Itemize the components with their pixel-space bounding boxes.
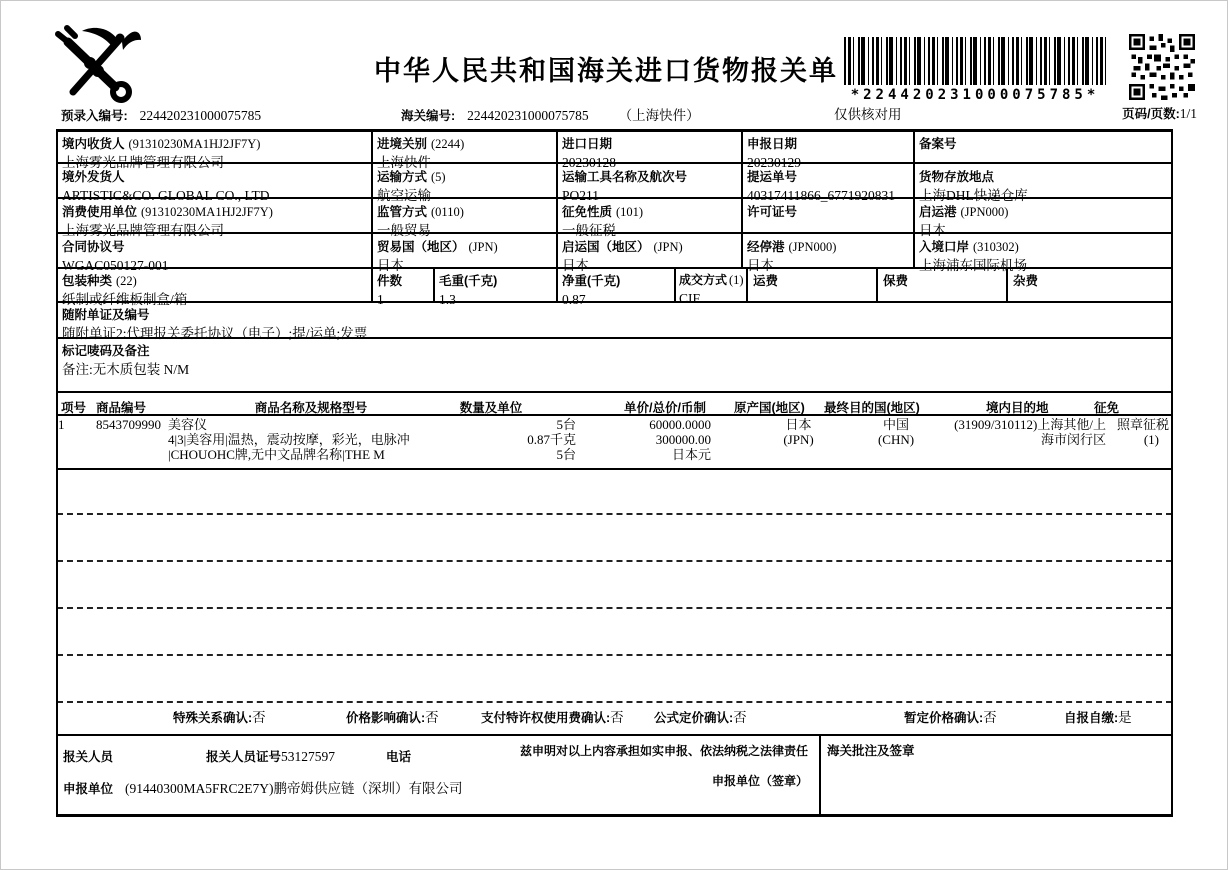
field-contract-no (62, 237, 169, 274)
field-contract-no-label: 合同协议号 (62, 240, 125, 254)
field-consignee-value: 上海雾光品牌管理有限公司 (62, 155, 224, 170)
goods-header-levy: 征免 (1094, 401, 1120, 415)
field-supervision-mode (377, 202, 464, 239)
field-entry-customs-code: (2244) (431, 137, 465, 151)
field-supervision-mode-code: (0110) (431, 205, 464, 219)
field-transport-mode (377, 167, 446, 204)
field-storage-place (919, 167, 1028, 204)
goods-header-qty: 数量及单位 (459, 401, 523, 415)
goods-header-domestic-dest: 境内目的地 (986, 401, 1049, 415)
confirm-price-influence-value: 否 (425, 710, 439, 725)
field-transaction-mode-label: 成交方式 (679, 273, 728, 287)
field-bill-no-label: 提运单号 (747, 170, 798, 184)
field-trade-country (377, 237, 498, 274)
declarant-label: 报关人员 (63, 750, 114, 764)
field-record-no (919, 134, 957, 153)
confirm-formula-pricing-value: 否 (733, 710, 747, 725)
customs-note (827, 741, 915, 760)
field-net-weight-value: 0.87 (562, 292, 586, 307)
field-misc-fee (1013, 271, 1038, 290)
field-packing-type-code: (22) (116, 274, 137, 288)
pre-entry-number-label: 预录入编号: (61, 109, 128, 123)
dashed-line (57, 654, 1172, 656)
field-storage-place-value: 上海DHL快递仓库 (919, 188, 1028, 203)
signature-label: 申报单位（签章） (711, 774, 808, 788)
field-marks-value: 备注:无木质包装 N/M (62, 362, 190, 377)
field-gross-weight (439, 271, 497, 308)
china-customs-emblem-icon (53, 25, 141, 105)
pre-entry-number (61, 106, 261, 125)
field-transport-tool (562, 167, 687, 204)
field-departure-country-code: (JPN) (653, 240, 683, 254)
page-number-value: 1/1 (1179, 106, 1197, 121)
field-misc-fee-label: 杂费 (1013, 274, 1039, 288)
field-transaction-mode-code: (1) (729, 273, 744, 287)
declarant-cert-no: 53127597 (281, 749, 336, 764)
phone (386, 747, 411, 766)
goods-item-name-line1: 美容仪 (168, 417, 208, 432)
goods-item-qty (441, 417, 576, 462)
field-consignee (62, 134, 260, 171)
confirm-special-relation (173, 708, 266, 727)
field-pieces-label: 件数 (377, 274, 403, 288)
confirm-special-relation-label: 特殊关系确认: (173, 711, 253, 725)
goods-item-dest-line1: 中国 (882, 417, 909, 432)
divider-line (556, 129, 558, 303)
field-insurance (883, 271, 908, 290)
goods-item-domestic-dest (901, 417, 1106, 447)
divider-line (876, 267, 878, 303)
field-entry-port-value: 上海浦东国际机场 (919, 258, 1027, 273)
goods-header-origin: 原产国(地区) (734, 401, 805, 415)
field-net-weight (562, 271, 620, 308)
customs-number-label: 海关编号: (401, 109, 456, 123)
confirm-royalty-payment-label: 支付特许权使用费确认: (481, 711, 611, 725)
field-packing-type (62, 271, 187, 308)
field-departure-port-value: 日本 (919, 223, 946, 238)
field-gross-weight-label: 毛重(千克) (439, 274, 498, 288)
field-declare-date-value: 20230129 (747, 155, 801, 170)
dashed-line (57, 513, 1172, 515)
field-entry-port-code: (310302) (973, 240, 1019, 254)
field-departure-port-label: 启运港 (919, 205, 957, 219)
confirm-price-influence (346, 708, 439, 727)
goods-item-levy-line2: (1) (1143, 432, 1159, 447)
field-levy-nature-label: 征免性质 (562, 205, 613, 219)
field-documents-value: 随附单证2:代理报关委托协议（电子）;提/运单;发票 (62, 326, 368, 341)
divider-line (819, 734, 821, 816)
confirm-provisional-price-value: 否 (983, 710, 997, 725)
field-entry-customs-value: 上海快件 (377, 155, 431, 170)
goods-item-qty-line2: 0.87千克 (527, 432, 576, 447)
barcode-icon (844, 37, 1106, 85)
field-transit-port (747, 237, 836, 274)
goods-item-origin-line2: (JPN) (783, 432, 814, 447)
goods-item-dest-line2: (CHN) (877, 432, 915, 447)
field-levy-nature-value: 一般征税 (562, 223, 616, 238)
field-import-date-label: 进口日期 (562, 137, 613, 151)
confirm-self-declare-pay-label: 自报自缴: (1064, 711, 1119, 725)
divider-line (56, 734, 1173, 736)
confirm-provisional-price-label: 暂定价格确认: (904, 711, 984, 725)
dashed-line (57, 607, 1172, 609)
field-bill-no-value: 40317411866_6771920831 (747, 188, 895, 203)
field-freight-label: 运费 (753, 274, 779, 288)
field-transport-mode-value: 航空运输 (377, 188, 431, 203)
confirm-self-declare-pay-value: 是 (1118, 710, 1132, 725)
field-import-date-value: 20230128 (562, 155, 616, 170)
divider-line (56, 814, 1173, 817)
field-trade-country-code: (JPN) (468, 240, 498, 254)
goods-item-no: 1 (58, 417, 65, 432)
field-overseas-shipper-label: 境外发货人 (62, 170, 125, 184)
goods-item-name-line3: |CHOUOHC牌,无中文品牌名称|THE M (168, 447, 385, 462)
qr-code-icon (1129, 34, 1195, 100)
confirm-price-influence-label: 价格影响确认: (346, 711, 426, 725)
goods-item-qty-line3: 5台 (556, 447, 576, 462)
goods-item-price (591, 417, 711, 462)
pre-entry-number-value: 224420231000075785 (139, 108, 262, 123)
document-title: 中华人民共和国海关进口货物报关单 (374, 56, 838, 86)
divider-line (56, 391, 1173, 393)
dashed-line (57, 701, 1172, 703)
field-departure-country (562, 237, 683, 274)
barcode-text: *224420231000075785* (850, 87, 1100, 103)
confirm-royalty-payment-value: 否 (610, 710, 624, 725)
field-consumer-unit (62, 202, 273, 239)
field-net-weight-label: 净重(千克) (562, 274, 621, 288)
field-storage-place-label: 货物存放地点 (919, 170, 995, 184)
field-marks (62, 341, 189, 378)
field-trade-country-value: 日本 (377, 258, 404, 273)
page-number (1041, 104, 1197, 123)
goods-item-origin-line1: 日本 (785, 417, 812, 432)
field-record-no-label: 备案号 (919, 137, 957, 151)
goods-item-levy-line1: 照章征税 (1116, 417, 1169, 432)
field-departure-port (919, 202, 1008, 239)
field-packing-type-label: 包装种类 (62, 274, 113, 288)
declarant (63, 747, 113, 766)
divider-line (56, 468, 1173, 470)
field-declare-date-label: 申报日期 (747, 137, 798, 151)
frame-left (56, 129, 58, 817)
field-bill-no (747, 167, 895, 204)
field-entry-customs (377, 134, 464, 171)
goods-item-price-line3: 日本元 (671, 447, 711, 462)
field-consumer-unit-code: (91310230MA1HJ2JF7Y) (141, 205, 273, 219)
goods-header-code: 商品编号 (96, 401, 147, 415)
dashed-line (57, 560, 1172, 562)
divider-line (741, 129, 743, 269)
confirm-royalty-payment (481, 708, 624, 727)
divider-line (56, 129, 1173, 132)
goods-item-name-line2: 4|3|美容用|温热，震动按摩，彩光，电脉冲 (168, 432, 410, 447)
field-marks-label: 标记唛码及备注 (62, 344, 150, 358)
field-transaction-mode (679, 271, 744, 307)
goods-header-dest: 最终目的国(地区) (824, 401, 920, 415)
declare-unit (63, 779, 463, 798)
field-entry-customs-label: 进境关别 (377, 137, 428, 151)
page-number-label: 页码/页数: (1122, 107, 1180, 121)
goods-item-price-line2: 300000.00 (655, 432, 711, 447)
goods-item-price-line1: 60000.0000 (649, 417, 711, 432)
field-levy-nature-code: (101) (616, 205, 644, 219)
field-entry-port-label: 入境口岸 (919, 240, 970, 254)
confirm-self-declare-pay (1064, 708, 1132, 727)
phone-label: 电话 (386, 750, 412, 764)
field-gross-weight-value: 1.3 (439, 292, 456, 307)
field-insurance-label: 保费 (883, 274, 909, 288)
goods-item-origin (761, 417, 836, 447)
field-departure-country-label: 启运国（地区） (562, 240, 650, 254)
field-transit-port-value: 日本 (747, 258, 774, 273)
customs-number-value: 224420231000075785 (467, 108, 589, 123)
goods-item-code: 8543709990 (96, 417, 161, 432)
check-only-note: 仅供核对用 (834, 107, 902, 122)
declarant-cert-label: 报关人员证号 (206, 750, 282, 764)
goods-item-name (168, 417, 410, 462)
field-supervision-mode-value: 一般贸易 (377, 223, 431, 238)
field-transport-mode-code: (5) (431, 170, 446, 184)
goods-item-qty-line1: 5台 (556, 417, 576, 432)
goods-item-domestic-dest-line1: (31909/310112)上海其他/上 (954, 417, 1106, 432)
goods-header-price: 单价/总价/币制 (624, 401, 706, 415)
field-contract-no-value: WGAC050127-001 (62, 258, 169, 273)
confirm-special-relation-value: 否 (252, 710, 266, 725)
field-documents-label: 随附单证及编号 (62, 308, 150, 322)
field-documents (62, 305, 367, 342)
goods-header-no: 项号 (61, 401, 87, 415)
field-overseas-shipper (62, 167, 269, 204)
goods-item-levy (1086, 417, 1169, 447)
customs-number (401, 106, 700, 125)
field-transport-tool-value: PO211 (562, 188, 600, 203)
customs-note-label: 海关批注及签章 (827, 744, 915, 758)
goods-item-domestic-dest-line2: 海市闵行区 (1040, 432, 1106, 447)
field-license-no (747, 202, 797, 221)
divider-line (371, 129, 373, 303)
field-consumer-unit-value: 上海雾光品牌管理有限公司 (62, 223, 224, 238)
declare-unit-label: 申报单位 (63, 782, 114, 796)
field-transaction-mode-value: CIF (679, 291, 701, 306)
field-levy-nature (562, 202, 643, 239)
field-entry-port (919, 237, 1027, 274)
declaration-statement: 兹申明对以上内容承担如实申报、依法纳税之法律责任 (519, 744, 808, 758)
field-pieces-value: 1 (377, 292, 384, 307)
field-transit-port-code: (JPN000) (788, 240, 837, 254)
field-transport-mode-label: 运输方式 (377, 170, 428, 184)
declarant-cert (206, 747, 335, 766)
frame-right (1171, 129, 1173, 817)
field-freight (753, 271, 778, 290)
field-pieces (377, 271, 402, 308)
field-declare-date (747, 134, 801, 171)
field-departure-country-value: 日本 (562, 258, 589, 273)
field-supervision-mode-label: 监管方式 (377, 205, 428, 219)
field-transit-port-label: 经停港 (747, 240, 785, 254)
confirm-formula-pricing (654, 708, 747, 727)
confirm-formula-pricing-label: 公式定价确认: (654, 711, 734, 725)
declare-unit-value: (91440300MA5FRC2E7Y)鹏帝姆供应链（深圳）有限公司 (125, 781, 463, 796)
field-departure-port-code: (JPN000) (960, 205, 1009, 219)
field-consumer-unit-label: 消费使用单位 (62, 205, 138, 219)
field-license-no-label: 许可证号 (747, 205, 798, 219)
confirm-provisional-price (904, 708, 997, 727)
field-overseas-shipper-value: ARTISTIC&CO. GLOBAL CO., LTD (62, 188, 270, 203)
field-consignee-code: (91310230MA1HJ2JF7Y) (128, 137, 261, 151)
divider-line (913, 129, 915, 269)
field-consignee-label: 境内收货人 (62, 137, 125, 151)
field-trade-country-label: 贸易国（地区） (377, 240, 465, 254)
field-import-date (562, 134, 616, 171)
customs-type-note: （上海快件） (618, 108, 700, 123)
field-packing-type-value: 纸制或纤维板制盒/箱 (62, 292, 188, 307)
field-transport-tool-label: 运输工具名称及航次号 (562, 170, 688, 184)
goods-header-name: 商品名称及规格型号 (254, 401, 368, 415)
